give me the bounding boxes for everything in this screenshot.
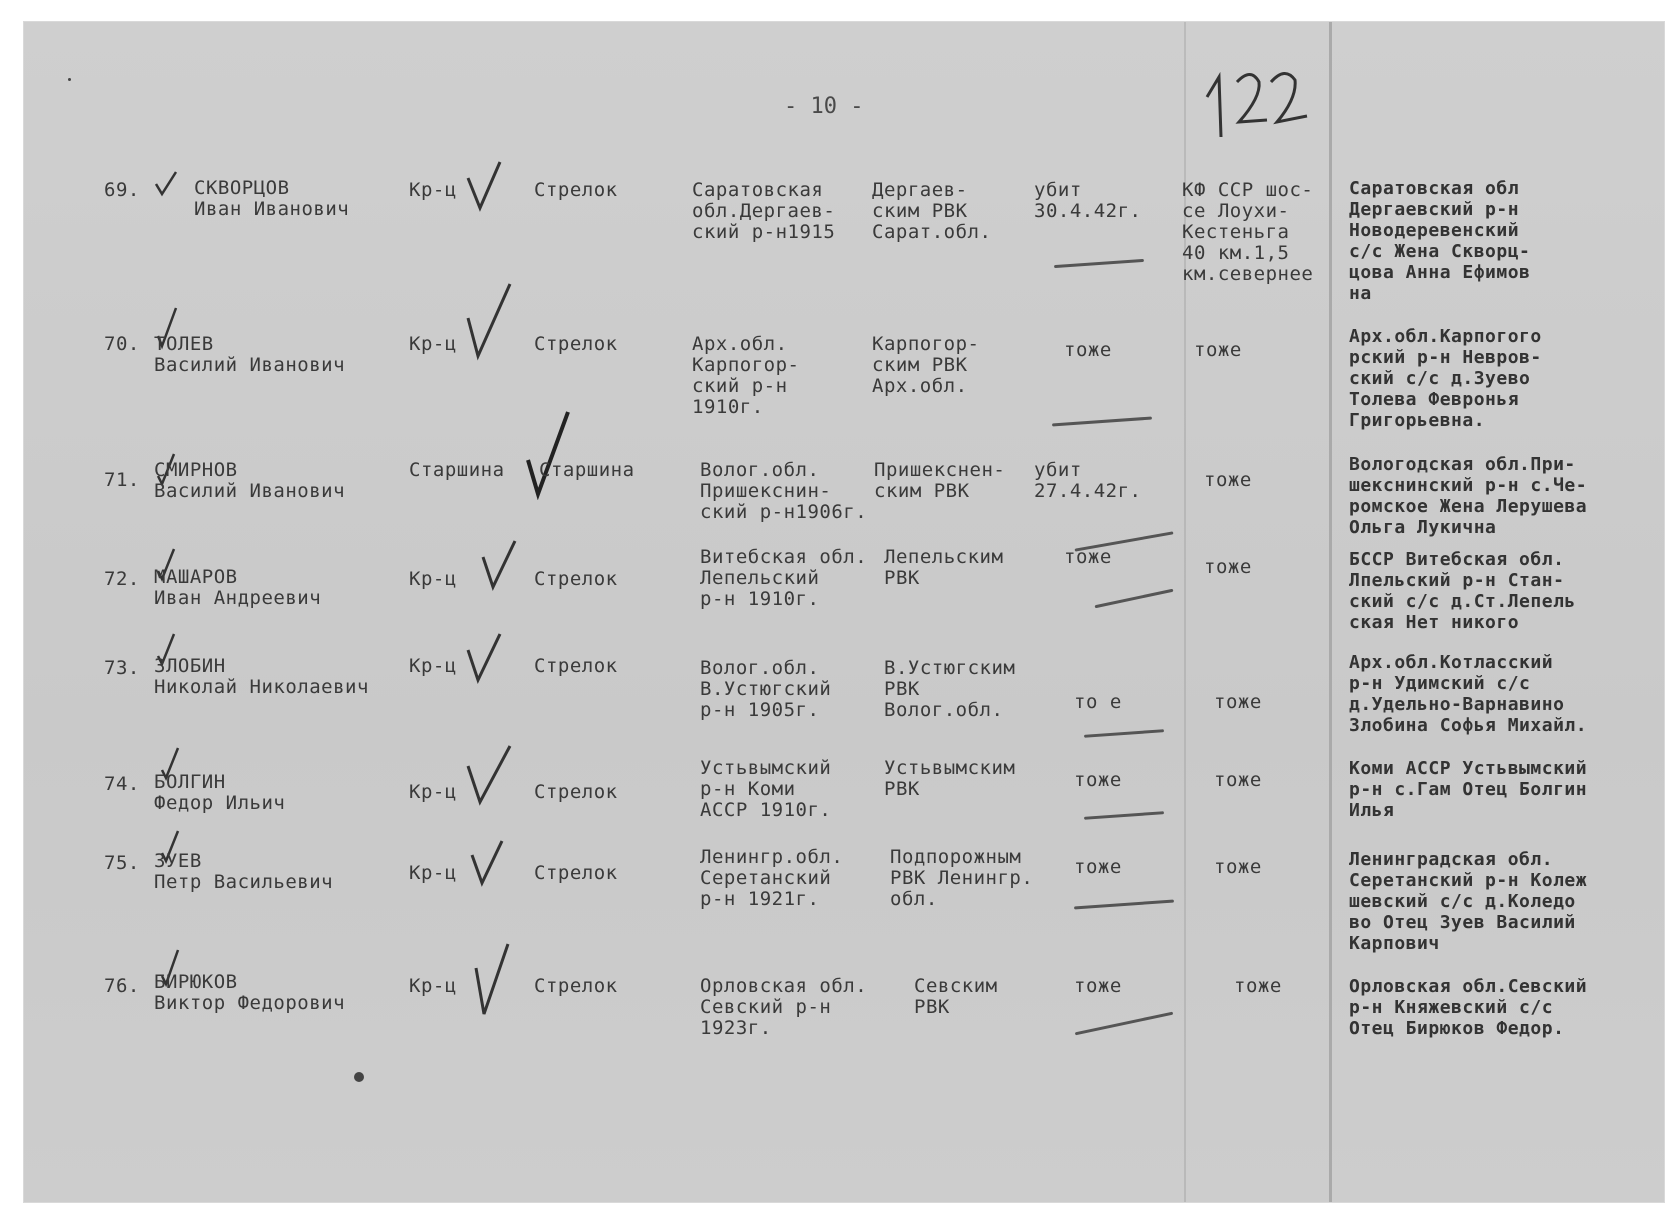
military-position: Стрелок xyxy=(534,179,618,201)
relatives-address: Арх.обл.Карпогого рский р-н Невров- ский с/с д.Зуево Толева Февронья Григорьевна. xyxy=(1349,326,1542,431)
military-position: Стрелок xyxy=(534,781,618,803)
burial-place: тоже xyxy=(1234,975,1282,997)
military-rank: Кр-ц xyxy=(409,568,457,590)
check-mark-icon xyxy=(479,539,519,591)
military-rank: Кр-ц xyxy=(409,179,457,201)
row-number: 75. xyxy=(104,852,140,874)
row-number: 70. xyxy=(104,333,140,355)
row-number: 73. xyxy=(104,657,140,679)
check-mark-icon xyxy=(464,632,504,684)
military-rank: Кр-ц xyxy=(409,862,457,884)
check-mark-icon xyxy=(472,942,512,1018)
military-position: Старшина xyxy=(539,459,635,481)
military-position: Стрелок xyxy=(534,975,618,997)
burial-place: тоже xyxy=(1214,856,1262,878)
row-number: 74. xyxy=(104,773,140,795)
pen-dash xyxy=(1054,259,1144,268)
relatives-address: Арх.обл.Котласский р-н Удимский с/с д.Удельно-Варнавино Злобина Софья Михайл. xyxy=(1349,652,1588,736)
draft-office: Лепельским РВК xyxy=(884,546,1004,589)
check-mark-icon xyxy=(152,170,182,200)
pen-dash xyxy=(1074,900,1174,910)
fate-date: тоже xyxy=(1064,339,1112,361)
birth-place-year: Орловская обл. Севский р-н 1923г. xyxy=(700,975,868,1039)
relatives-address: БССР Витебская обл. Лпельский р-н Стан- ский с/с д.Ст.Лепель ская Нет никого xyxy=(1349,549,1576,633)
draft-office: Дергаев- ским РВК Сарат.обл. xyxy=(872,179,992,243)
check-mark-icon xyxy=(464,744,514,806)
check-mark-icon xyxy=(464,282,514,362)
ink-spot xyxy=(354,1072,364,1082)
fate-date: тоже xyxy=(1064,546,1112,568)
fate-date: убит 27.4.42г. xyxy=(1034,459,1142,502)
military-position: Стрелок xyxy=(534,333,618,355)
soldier-name: ТОЛЕВ Василий Иванович xyxy=(154,333,346,376)
soldier-name: СКВОРЦОВ Иван Иванович xyxy=(194,177,350,220)
fate-date: тоже xyxy=(1074,856,1122,878)
birth-place-year: Витебская обл. Лепельский р-н 1910г. xyxy=(700,546,868,610)
soldier-name: ЗЛОБИН Николай Николаевич xyxy=(154,655,369,698)
birth-place-year: Ленингр.обл. Серетанский р-н 1921г. xyxy=(700,846,844,910)
row-number: 69. xyxy=(104,179,140,201)
soldier-name: ЗУЕВ Петр Васильевич xyxy=(154,850,334,893)
soldier-name: СМИРНОВ Василий Иванович xyxy=(154,459,346,502)
military-rank: Кр-ц xyxy=(409,781,457,803)
military-position: Стрелок xyxy=(534,655,618,677)
pen-dash xyxy=(1084,811,1164,820)
draft-office: Карпогор- ским РВК Арх.обл. xyxy=(872,333,980,397)
soldier-name: БОЛГИН Федор Ильич xyxy=(154,771,286,814)
relatives-address: Вологодская обл.При- шекснинский р-н с.Че- ромское Жена Лерушева Ольга Лукична xyxy=(1349,454,1588,538)
birth-place-year: Саратовская обл.Дергаев- ский р-н1915 xyxy=(692,179,836,243)
row-number: 76. xyxy=(104,975,140,997)
check-mark-icon xyxy=(468,839,508,887)
relatives-address: Саратовская обл Дергаевский р-н Новодеревенский с/с Жена Скворц- цова Анна Ефимов на xyxy=(1349,178,1531,304)
military-rank: Кр-ц xyxy=(409,333,457,355)
military-rank: Старшина xyxy=(409,459,505,481)
burial-place: тоже xyxy=(1194,339,1242,361)
fate-date: то е xyxy=(1074,691,1122,713)
birth-place-year: Устьвымский р-н Коми АССР 1910г. xyxy=(700,757,832,821)
military-position: Стрелок xyxy=(534,568,618,590)
soldier-name: БИРЮКОВ Виктор Федорович xyxy=(154,971,346,1014)
draft-office: Севским РВК xyxy=(914,975,998,1018)
draft-office: Подпорожным РВК Ленингр. обл. xyxy=(890,846,1034,910)
military-position: Стрелок xyxy=(534,862,618,884)
relatives-address: Ленинградская обл. Серетанский р-н Колеж шевский с/с д.Коледо во Отец Зуев Василий Карпович xyxy=(1349,849,1588,954)
soldier-name: МАШАРОВ Иван Андреевич xyxy=(154,566,322,609)
check-mark-icon xyxy=(464,160,504,212)
birth-place-year: Волог.обл. В.Устюгский р-н 1905г. xyxy=(700,657,832,721)
fate-date: убит 30.4.42г. xyxy=(1034,179,1142,222)
pen-dash xyxy=(1084,729,1164,738)
military-rank: Кр-ц xyxy=(409,975,457,997)
handwritten-archive-number xyxy=(1199,42,1319,152)
page-fold-line xyxy=(1329,22,1332,1202)
draft-office: В.Устюгским РВК Волог.обл. xyxy=(884,657,1016,721)
burial-place: тоже xyxy=(1214,691,1262,713)
ink-spot xyxy=(68,78,71,81)
row-number: 71. xyxy=(104,469,140,491)
page-number: - 10 - xyxy=(784,94,864,119)
birth-place-year: Волог.обл. Пришекснин- ский р-н1906г. xyxy=(700,459,868,523)
pen-dash xyxy=(1052,417,1152,427)
pen-dash xyxy=(1095,589,1174,609)
pen-dash xyxy=(1075,1012,1173,1036)
row-number: 72. xyxy=(104,568,140,590)
burial-place: тоже xyxy=(1204,556,1252,578)
burial-place: тоже xyxy=(1214,769,1262,791)
fate-date: тоже xyxy=(1074,769,1122,791)
relatives-address: Коми АССР Устьвымский р-н с.Гам Отец Болгин Илья xyxy=(1349,758,1588,821)
burial-place: КФ ССР шос- се Лоухи- Кестеньга 40 км.1,5 км.севернее xyxy=(1182,179,1314,285)
fate-date: тоже xyxy=(1074,975,1122,997)
document-sheet xyxy=(24,22,1664,1202)
military-rank: Кр-ц xyxy=(409,655,457,677)
draft-office: Пришекснен- ским РВК xyxy=(874,459,1006,502)
relatives-address: Орловская обл.Севский р-н Княжевский с/с Отец Бирюков Федор. xyxy=(1349,976,1588,1039)
check-mark-icon xyxy=(524,410,574,500)
burial-place: тоже xyxy=(1204,469,1252,491)
draft-office: Устьвымским РВК xyxy=(884,757,1016,800)
birth-place-year: Арх.обл. Карпогор- ский р-н 1910г. xyxy=(692,333,800,418)
